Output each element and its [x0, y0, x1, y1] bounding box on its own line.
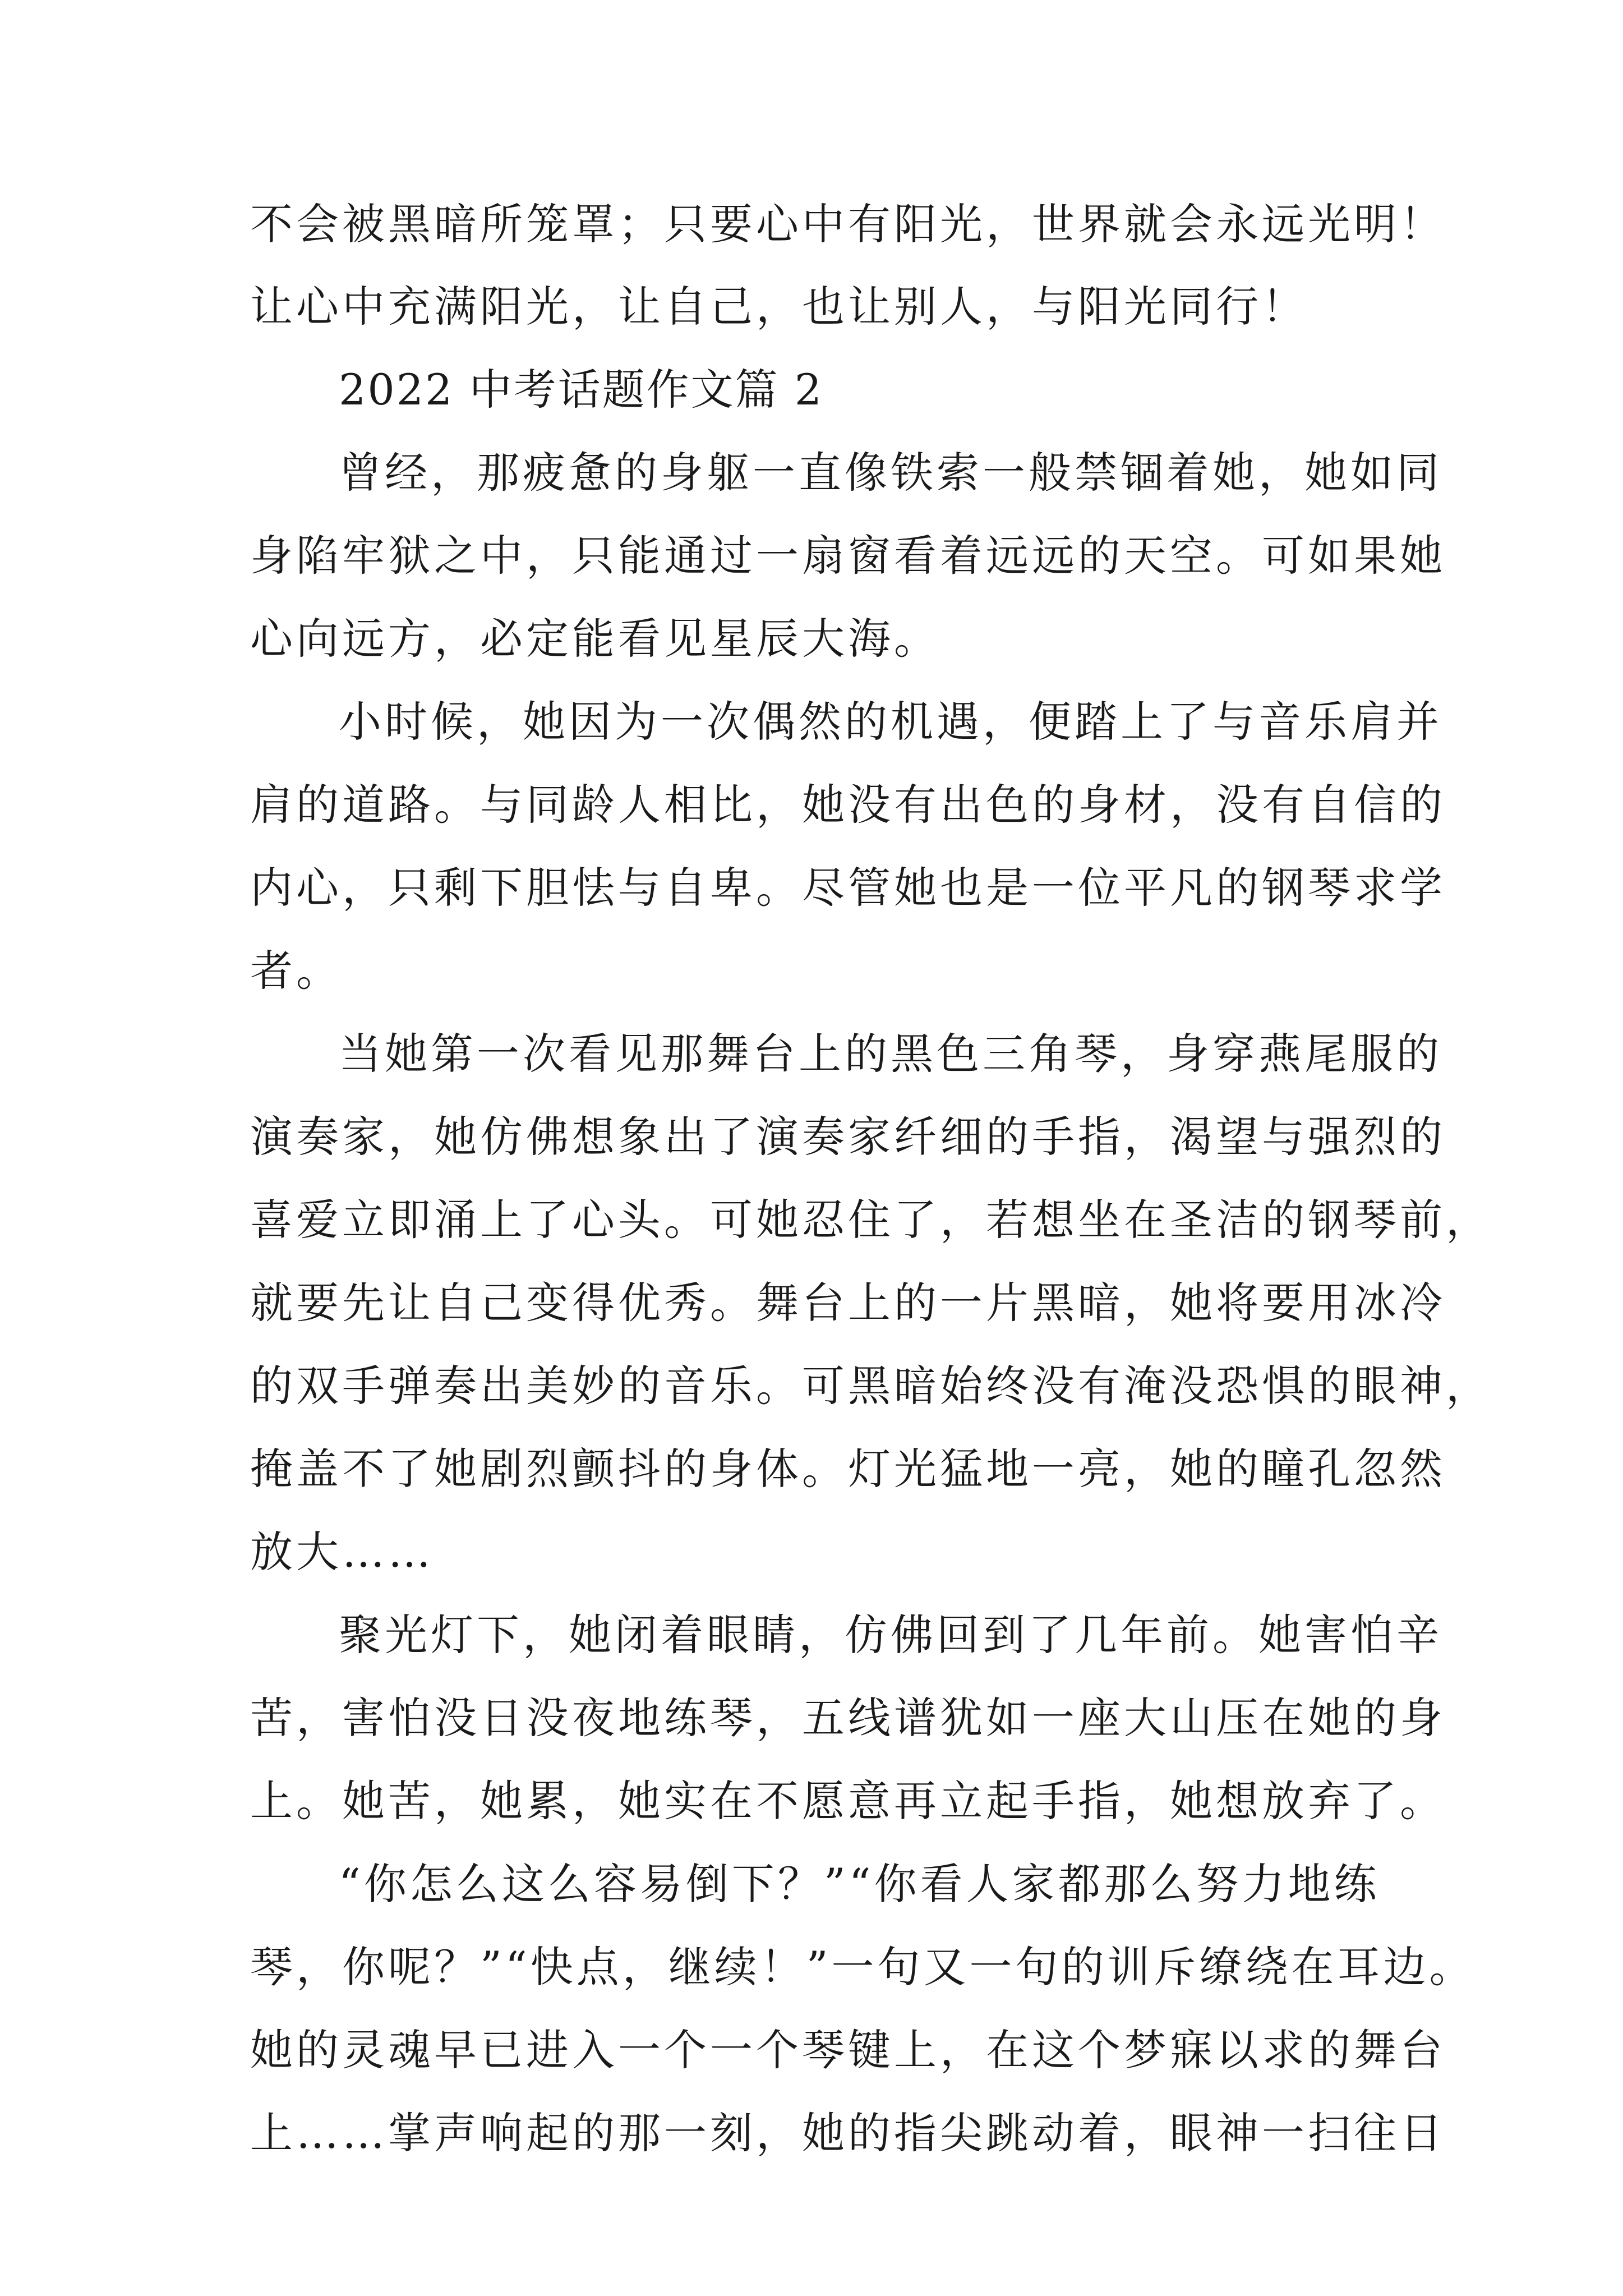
text-line: 内心，只剩下胆怯与自卑。尽管她也是一位平凡的钢琴求学: [250, 863, 1446, 913]
paragraph-first-line: 当她第一次看见那舞台上的黑色三角琴，身穿燕尾服的: [339, 1029, 1442, 1079]
text-line: 掩盖不了她剧烈颤抖的身体。灯光猛地一亮，她的瞳孔忽然: [250, 1444, 1446, 1494]
text-line: 演奏家，她仿佛想象出了演奏家纤细的手指，渴望与强烈的: [250, 1112, 1446, 1162]
text-line: 喜爱立即涌上了心头。可她忍住了，若想坐在圣洁的钢琴前，: [250, 1195, 1492, 1245]
section-heading: 2022 中考话题作文篇 2: [339, 365, 824, 415]
text-line: 身陷牢狱之中，只能通过一扇窗看着远远的天空。可如果她: [250, 531, 1446, 581]
paragraph-first-line: 曾经，那疲惫的身躯一直像铁索一般禁锢着她，她如同: [339, 448, 1442, 498]
text-line: 者。: [250, 946, 342, 996]
text-line: 苦，害怕没日没夜地练琴，五线谱犹如一座大山压在她的身: [250, 1693, 1446, 1743]
text-line: 心向远方，必定能看见星辰大海。: [250, 614, 940, 664]
text-line: 放大……: [250, 1527, 434, 1577]
text-line: 就要先让自己变得优秀。舞台上的一片黑暗，她将要用冰冷: [250, 1278, 1446, 1328]
text-line: 琴，你呢？”“快点，继续！”一句又一句的训斥缭绕在耳边。: [250, 1942, 1476, 1992]
text-line: 上。她苦，她累，她实在不愿意再立起手指，她想放弃了。: [250, 1776, 1446, 1826]
paragraph-first-line: 小时候，她因为一次偶然的机遇，便踏上了与音乐肩并: [339, 697, 1442, 747]
text-line: 的双手弹奏出美妙的音乐。可黑暗始终没有淹没恐惧的眼神，: [250, 1361, 1492, 1411]
text-line: 不会被黑暗所笼罩；只要心中有阳光，世界就会永远光明！: [250, 199, 1446, 249]
text-line: 上……掌声响起的那一刻，她的指尖跳动着，眼神一扫往日: [250, 2108, 1446, 2158]
text-line: 她的灵魂早已进入一个一个琴键上，在这个梦寐以求的舞台: [250, 2025, 1446, 2075]
paragraph-first-line: 聚光灯下，她闭着眼睛，仿佛回到了几年前。她害怕辛: [339, 1610, 1442, 1660]
text-line: 肩的道路。与同龄人相比，她没有出色的身材，没有自信的: [250, 780, 1446, 830]
text-line: 让心中充满阳光，让自己，也让别人，与阳光同行！: [250, 282, 1308, 332]
paragraph-first-line: “你怎么这么容易倒下？”“你看人家都那么努力地练: [339, 1859, 1380, 1909]
